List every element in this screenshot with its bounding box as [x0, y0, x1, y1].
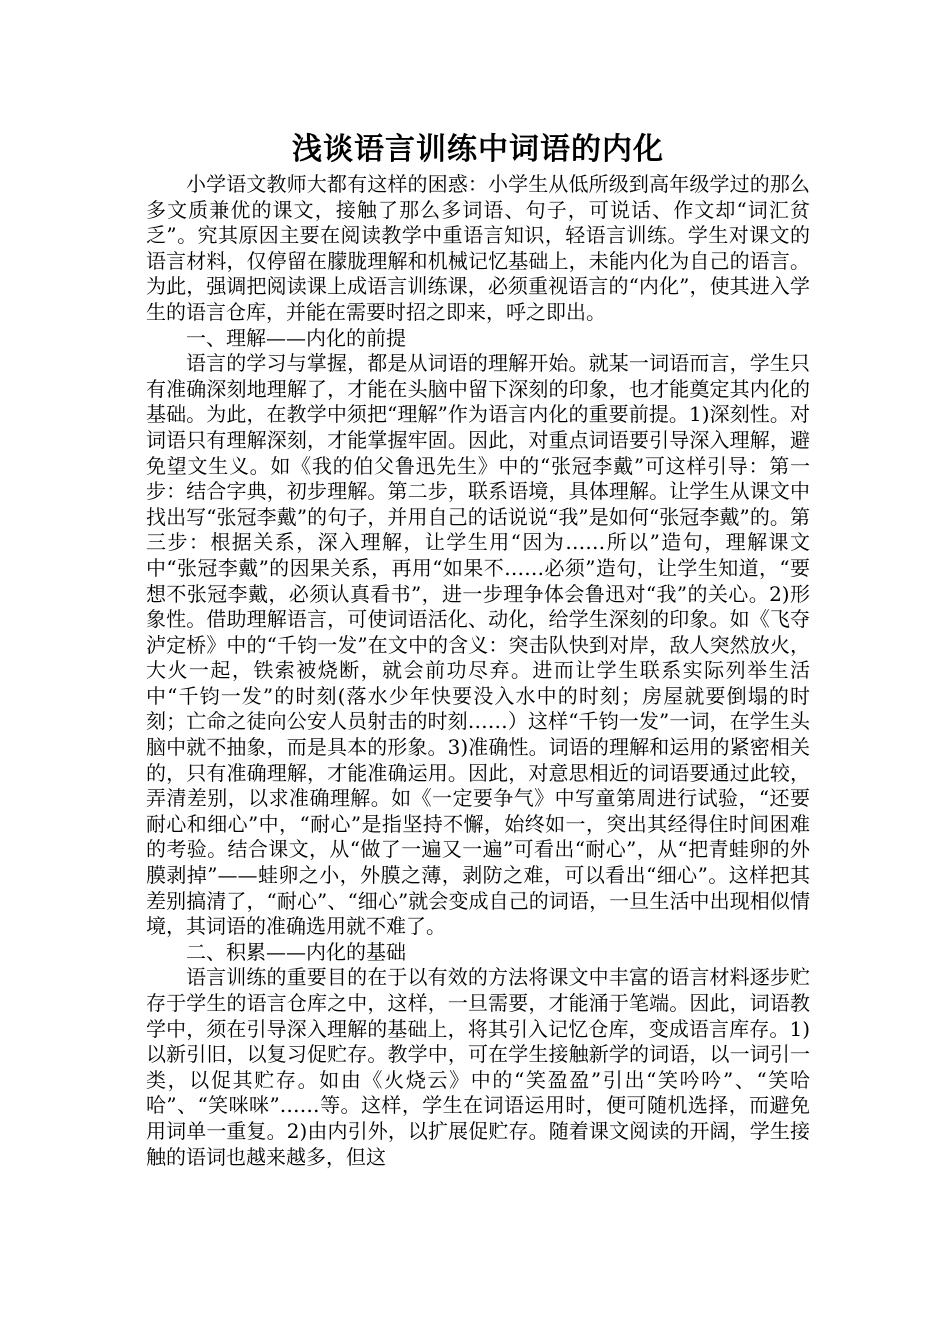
document-title: 浅谈语言训练中词语的内化: [292, 132, 664, 167]
document-page: [146, 128, 810, 1170]
section-body-accumulation: 语言训练的重要目的在于以有效的方法将课文中丰富的语言材料逐步贮存于学生的语言仓库之中，这样，一旦需要，才能涌于笔端。因此，词语教学中，须在引导深入理解的基础上，将其引入记忆仓库，变成语言库存。1)以新引旧，以复习促贮存。教学中，可在学生接触新学的词语，以一词引一类，以促其贮存。如由《火烧云》中的“笑盈盈”引出“笑吟吟”、“笑哈哈”、“笑咪咪”……等。这样，学生在词语运用时，便可随机选择，而避免用词单一重复。2)由内引外，以扩展促贮存。随着课文阅读的开阔，学生接触的语词也越来越多，但这: [146, 965, 810, 1169]
section-heading-accumulation: 二、积累——内化的基础: [186, 939, 406, 964]
section-heading-understanding: 一、理解——内化的前提: [186, 325, 406, 350]
intro-paragraph: 小学语文教师大都有这样的困惑：小学生从低所级到高年级学过的那么多文质兼优的课文，接触了那么多词语、句子，可说话、作文却“词汇贫乏”。究其原因主要在阅读教学中重语言知识，轻语言训练。学生对课文的语言材料，仅停留在朦胧理解和机械记忆基础上，未能内化为自己的语言。为此，强调把阅读课上成语言训练课，必须重视语言的“内化”，使其进入学生的语言仓库，并能在需要时招之即来，呼之即出。: [146, 172, 810, 324]
section-body-understanding: 语言的学习与掌握，都是从词语的理解开始。就某一词语而言，学生只有准确深刻地理解了，才能在头脑中留下深刻的印象，也才能奠定其内化的基础。为此，在教学中须把“理解”作为语言内化的重要前提。1)深刻性。对词语只有理解深刻，才能掌握牢固。因此，对重点词语要引导深入理解，避免望文生义。如《我的伯父鲁迅先生》中的“张冠李戴”可这样引导：第一步：结合字典，初步理解。第二步，联系语境，具体理解。让学生从课文中找出写“张冠李戴”的句子，并用自己的话说说“我”是如何“张冠李戴”的。第三步：根据关系，深入理解，让学生用“因为……所以”造句，理解课文中“张冠李戴”的因果关系，再用“如果不……必须”造句，让学生知道，“要想不张冠李戴，必须认真看书”，进一步理争体会鲁迅对“我”的关心。2)形象性。借助理解语言，可使词语活化、动化，给学生深刻的印象。如《飞夺泸定桥》中的“千钧一发”在文中的含义：突击队快到对岸，敌人突然放火，大火一起，铁索被烧断，就会前功尽弃。进而让学生联系实际列举生活中“千钧一发”的时刻(落水少年快要没入水中的时刻；房屋就要倒塌的时刻；亡命之徒向公安人员射击的时刻……）这样“千钧一发”一词，在学生头脑中就不抽象，而是具本的形象。3)准确性。词语的理解和运用的紧密相关的，只有准确理解，才能准确运用。因此，对意思相近的词语要通过此较，弄清差别，以求准确理解。如《一定要争气》中写童第周进行试验，“还要耐心和细心”中，“耐心”是指坚持不懈，始终如一，突出其经得住时间困难的考验。结合课文，从“做了一遍又一遍”可看出“耐心”，从“把青蛙卵的外膜剥掉”——蛙卵之小，外膜之薄，剥防之难，可以看出“细心”。这样把其差别搞清了，“耐心”、“细心”就会变成自己的词语，一旦生活中出现相似情境，其词语的准确选用就不难了。: [146, 351, 810, 939]
